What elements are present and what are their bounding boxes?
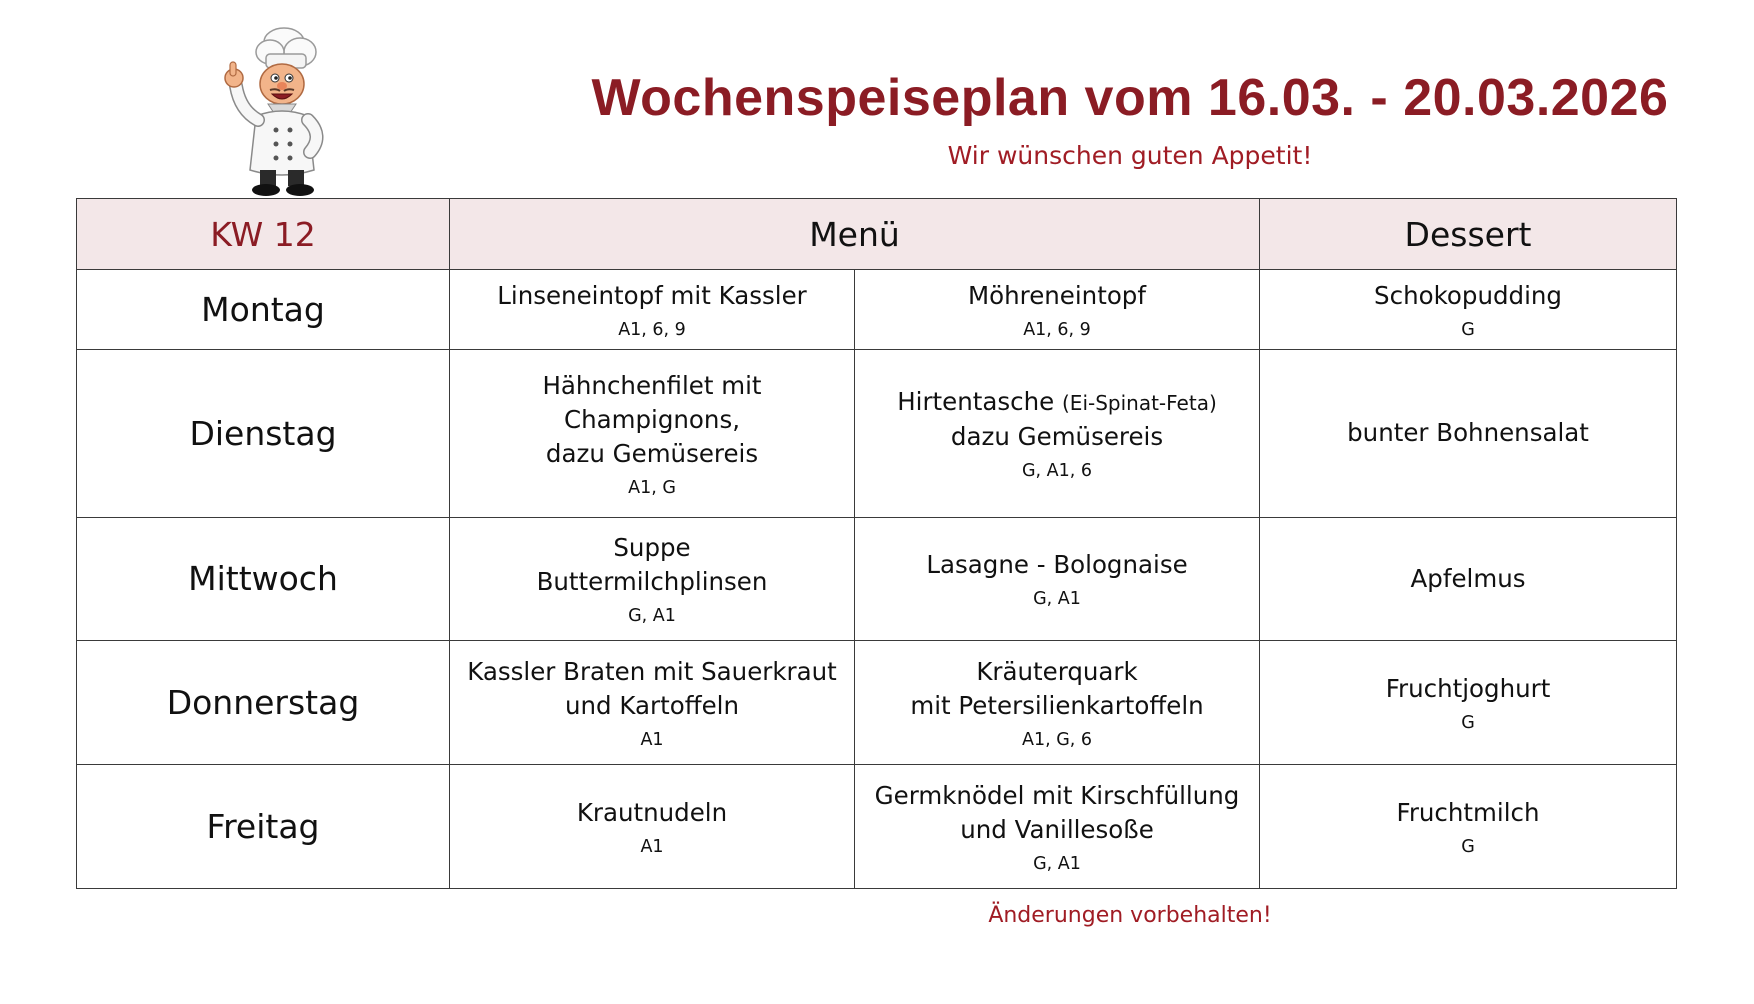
- allergen-codes: G, A1, 6: [1021, 461, 1093, 482]
- dessert-cell: [1260, 349, 1677, 517]
- dessert-name: Apfelmus: [1410, 563, 1526, 593]
- table-header-row: [77, 199, 1677, 270]
- dish-name: Möhreneintopf: [968, 280, 1146, 310]
- dish-name: Kräuterquark: [976, 657, 1138, 687]
- allergen-codes: A1: [640, 837, 664, 858]
- dessert-cell: [1260, 765, 1677, 889]
- footer-note: Änderungen vorbehalten!: [988, 903, 1272, 928]
- dish-name: [861, 385, 1253, 420]
- calendar-week-header: KW 12: [77, 199, 450, 270]
- table-row: [77, 270, 1677, 350]
- dessert-name: bunter Bohnensalat: [1347, 418, 1589, 448]
- dish-name: Lasagne - Bolognaise: [926, 550, 1188, 580]
- dish-name-line2: dazu Gemüsereis: [950, 422, 1164, 452]
- dessert-cell: [1260, 517, 1677, 641]
- dish-name: Krautnudeln: [576, 798, 728, 828]
- menu-cell: [450, 641, 855, 765]
- allergen-codes: A1, 6, 9: [1023, 319, 1091, 340]
- dish-name: Germknödel mit Kirschfüllung: [874, 781, 1240, 811]
- menu-cell: [855, 517, 1260, 641]
- dish-name-line2: und Kartoffeln: [564, 691, 739, 721]
- dish-name-line2: Buttermilchplinsen: [536, 567, 768, 597]
- menu-header: Menü: [450, 199, 1260, 270]
- dish-ingredients-note: (Ei-Spinat-Feta): [1062, 391, 1217, 416]
- menu-cell: [855, 270, 1260, 350]
- dish-name: Suppe: [613, 533, 691, 563]
- meal-plan-table: [76, 198, 1677, 889]
- dessert-name: Fruchtmilch: [1396, 798, 1540, 828]
- menu-cell: [450, 517, 855, 641]
- page-subtitle: Wir wünschen guten Appetit!: [947, 141, 1313, 170]
- allergen-codes: G, A1: [628, 606, 676, 627]
- allergen-codes: G: [1461, 837, 1475, 858]
- table-row: [77, 765, 1677, 889]
- chef-mascot-illustration: [210, 20, 342, 198]
- day-label: Dienstag: [77, 349, 450, 517]
- menu-cell: [450, 270, 855, 350]
- day-label: Mittwoch: [77, 517, 450, 641]
- dessert-name: Schokopudding: [1374, 280, 1562, 310]
- menu-cell: [450, 349, 855, 517]
- allergen-codes: G, A1: [1033, 854, 1081, 875]
- table-row: [77, 517, 1677, 641]
- dish-name: Hähnchenfilet mit Champignons,: [542, 370, 762, 434]
- dessert-name: Fruchtjoghurt: [1385, 674, 1551, 704]
- table-row: [77, 349, 1677, 517]
- dessert-header: Dessert: [1260, 199, 1677, 270]
- dish-name-line2: und Vanillesoße: [960, 815, 1154, 845]
- day-label: Donnerstag: [77, 641, 450, 765]
- allergen-codes: G, A1: [1033, 589, 1081, 610]
- dish-name-main: Hirtentasche: [897, 387, 1055, 417]
- allergen-codes: G: [1461, 713, 1475, 734]
- dessert-cell: [1260, 641, 1677, 765]
- allergen-codes: A1, G, 6: [1021, 730, 1093, 751]
- menu-cell: [855, 349, 1260, 517]
- allergen-codes: A1: [640, 730, 664, 751]
- table-row: [77, 641, 1677, 765]
- day-label: Montag: [77, 270, 450, 350]
- dessert-cell: [1260, 270, 1677, 350]
- dish-name-line2: dazu Gemüsereis: [545, 438, 759, 468]
- dish-name-line2: mit Petersilienkartoffeln: [910, 691, 1204, 721]
- menu-cell: [855, 765, 1260, 889]
- allergen-codes: A1, 6, 9: [618, 319, 686, 340]
- dish-name: Linseneintopf mit Kassler: [497, 280, 807, 310]
- allergen-codes: A1, G: [628, 477, 676, 498]
- menu-cell: [450, 765, 855, 889]
- dish-name: Kassler Braten mit Sauerkraut: [467, 657, 837, 687]
- day-label: Freitag: [77, 765, 450, 889]
- page-title: Wochenspeiseplan vom 16.03. - 20.03.2026: [591, 69, 1669, 127]
- menu-cell: [855, 641, 1260, 765]
- allergen-codes: G: [1461, 319, 1475, 340]
